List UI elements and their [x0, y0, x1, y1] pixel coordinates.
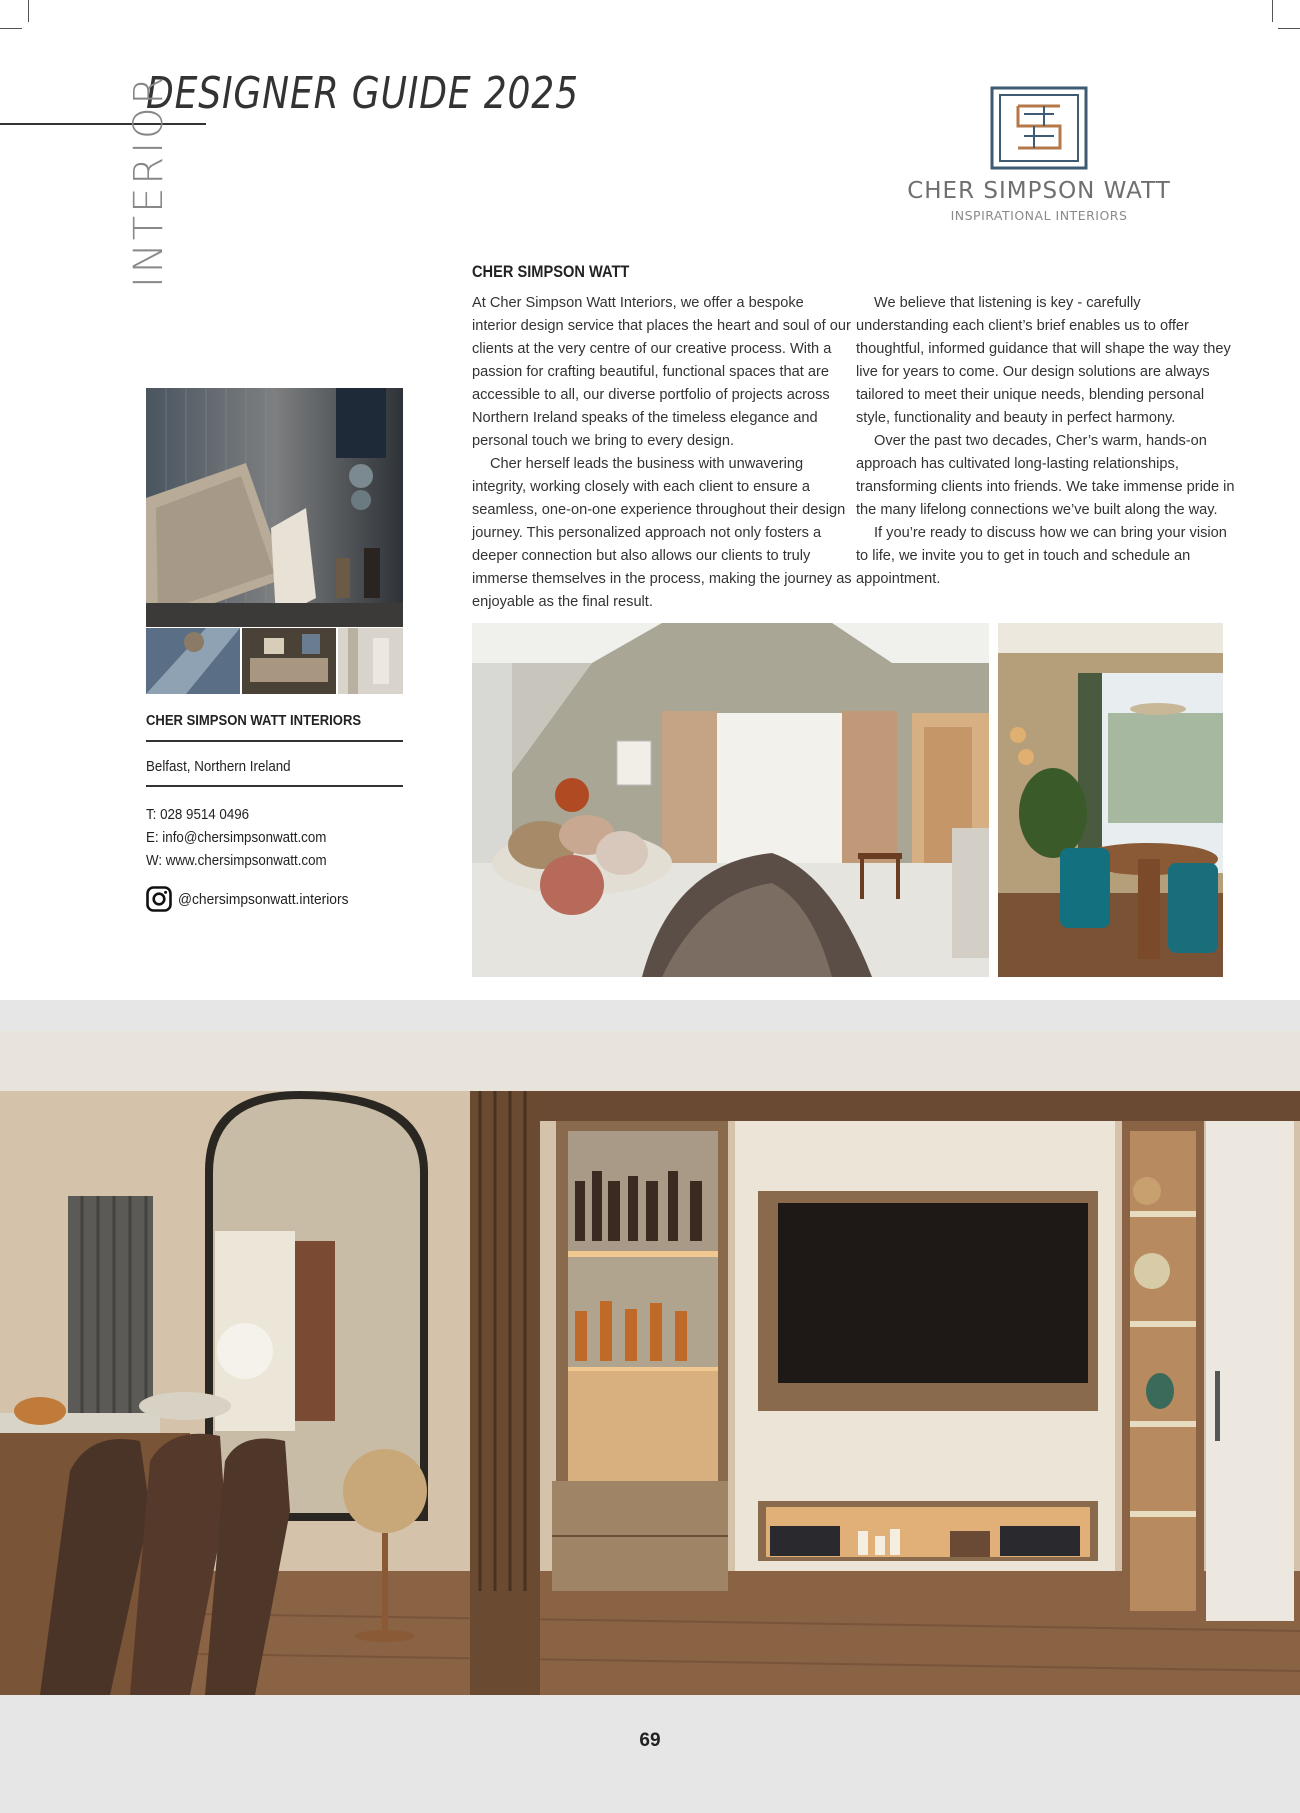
- paragraph: We believe that listening is key - carefully understanding each client’s brief enables us to offer thoughtful, informed guidance that will shape the way they live for years to come. Our design solutions are always tailored to meet their unique needs, blending personal style, functionality and beauty in perfect harmony.: [856, 295, 1231, 426]
- dining-room-photo: [998, 623, 1223, 977]
- cushion-photo: [146, 388, 403, 627]
- website-url[interactable]: W: www.chersimpsonwatt.com: [146, 853, 327, 869]
- email-address[interactable]: E: info@chersimpsonwatt.com: [146, 830, 327, 846]
- divider: [146, 785, 403, 787]
- logo-tagline: INSPIRATIONAL INTERIORS: [950, 208, 1128, 223]
- phone-number: T: 028 9514 0496: [146, 807, 250, 823]
- article-column-1: [472, 292, 852, 614]
- bedroom-photo: [472, 623, 989, 977]
- crop-mark: [0, 28, 22, 29]
- logo-mark-icon: [990, 86, 1088, 170]
- logo-brand-name: CHER SIMPSON WATT: [907, 178, 1171, 204]
- company-name: CHER SIMPSON WATT INTERIORS: [146, 713, 362, 729]
- crop-mark: [28, 0, 29, 22]
- crop-mark: [1278, 28, 1300, 29]
- paragraph: Over the past two decades, Cher’s warm, hands-on approach has cultivated long-lasting relationships, transforming clients into friends. We take immense pride in the many lifelong connections we’ve built along the way.: [856, 433, 1235, 518]
- guide-title: DESIGNER GUIDE 2025: [146, 68, 579, 119]
- thumbnail-photo: [146, 628, 240, 694]
- header-rule: [0, 123, 206, 125]
- section-label: INTERIOR: [126, 73, 172, 288]
- article-heading: CHER SIMPSON WATT: [472, 262, 630, 281]
- divider: [146, 740, 403, 742]
- paragraph: If you’re ready to discuss how we can bring your vision to life, we invite you to get in touch and schedule an appointment.: [856, 525, 1227, 587]
- paragraph: Cher herself leads the business with unwavering integrity, working closely with each client to ensure a seamless, one-on-one experience throughout their design journey. This personalized approach not only fosters a deeper connection but also allows our clients to truly immerse themselves in the process, making the journey as enjoyable as the final result.: [472, 456, 852, 610]
- contact-details: [146, 804, 342, 873]
- article-column-2: [856, 292, 1236, 591]
- paragraph: At Cher Simpson Watt Interiors, we offer a bespoke interior design service that places the heart and soul of our clients at the very centre of our creative process. With a passion for crafting beautiful, functional spaces that are accessible to all, our diverse portfolio of projects across Northern Ireland speaks of the timeless elegance and personal touch we bring to every design.: [472, 295, 851, 449]
- thumbnail-photo: [338, 628, 403, 694]
- thumbnail-photo: [242, 628, 336, 694]
- instagram-icon: [146, 886, 172, 912]
- crop-mark: [1272, 0, 1273, 22]
- page-number: 69: [639, 1730, 661, 1751]
- instagram-handle: @chersimpsonwatt.interiors: [178, 890, 349, 908]
- living-room-photo: [0, 1031, 1300, 1695]
- company-location: Belfast, Northern Ireland: [146, 759, 291, 775]
- company-logo: [900, 86, 1178, 223]
- instagram-link[interactable]: [146, 886, 363, 912]
